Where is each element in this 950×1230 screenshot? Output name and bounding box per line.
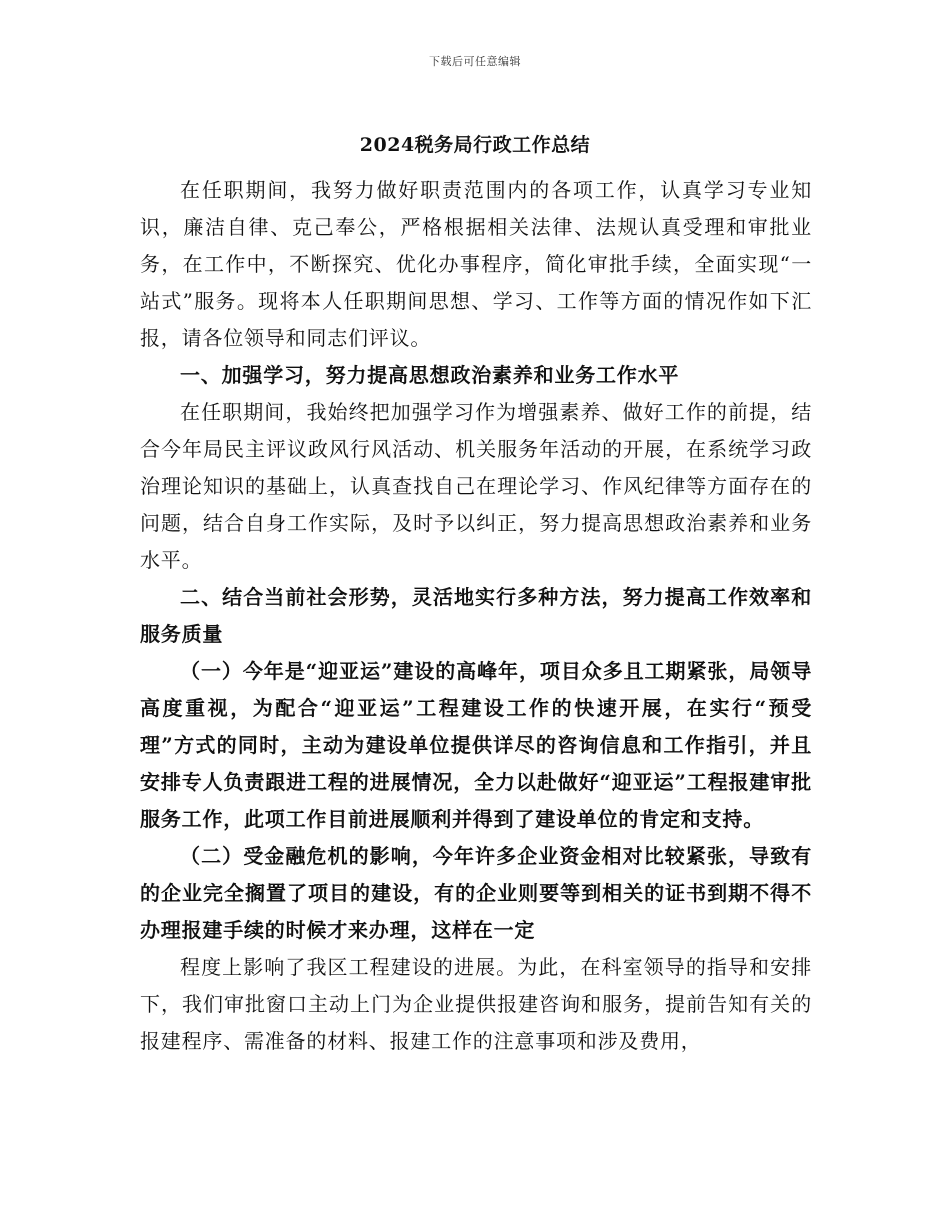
subsection-1-paragraph: （一）今年是“迎亚运”建设的高峰年，项目众多且工期紧张，局领导高度重视，为配合“迎亚运”工程建设工作的快速开展，在实行“预受理”方式的同时，主动为建设单位提供详尽的咨询信息和工作指引，并且安排专人负责跟进工程的进展情况，全力以赴做好“迎亚运”工程报建审批服务工作，此项工作目前进展顺利并得到了建设单位的肯定和支持。 bbox=[140, 659, 812, 831]
continuation-paragraph: 程度上影响了我区工程建设的进展。为此，在科室领导的指导和安排下，我们审批窗口主动上门为企业提供报建咨询和服务，提前告知有关的报建程序、需准备的材料、报建工作的注意事项和涉及费用， bbox=[140, 955, 812, 1053]
document-body bbox=[140, 172, 812, 1060]
intro-paragraph: 在任职期间，我努力做好职责范围内的各项工作，认真学习专业知识，廉洁自律、克己奉公，严格根据相关法律、法规认真受理和审批业务，在工作中，不断探究、优化办事程序，简化审批手续，全面实现“一站式”服务。现将本人任职期间思想、学习、工作等方面的情况作如下汇报，请各位领导和同志们评议。 bbox=[140, 178, 812, 350]
header-note: 下载后可任意编辑 bbox=[429, 55, 521, 68]
subsection-2-paragraph: （二）受金融危机的影响，今年许多企业资金相对比较紧张，导致有的企业完全搁置了项目的建设，有的企业则要等到相关的证书到期不得不办理报建手续的时候才来办理，这样在一定 bbox=[140, 844, 812, 942]
section-1-paragraph: 在任职期间，我始终把加强学习作为增强素养、做好工作的前提，结合今年局民主评议政风行风活动、机关服务年活动的开展，在系统学习政治理论知识的基础上，认真查找自己在理论学习、作风纪律等方面存在的问题，结合自身工作实际，及时予以纠正，努力提高思想政治素养和业务水平。 bbox=[140, 400, 812, 572]
section-heading-1: 一、加强学习，努力提高思想政治素养和业务工作水平 bbox=[180, 363, 680, 387]
document-title: 2024税务局行政工作总结 bbox=[359, 134, 591, 156]
section-heading-2: 二、结合当前社会形势，灵活地实行多种方法，努力提高工作效率和服务质量 bbox=[140, 585, 812, 646]
